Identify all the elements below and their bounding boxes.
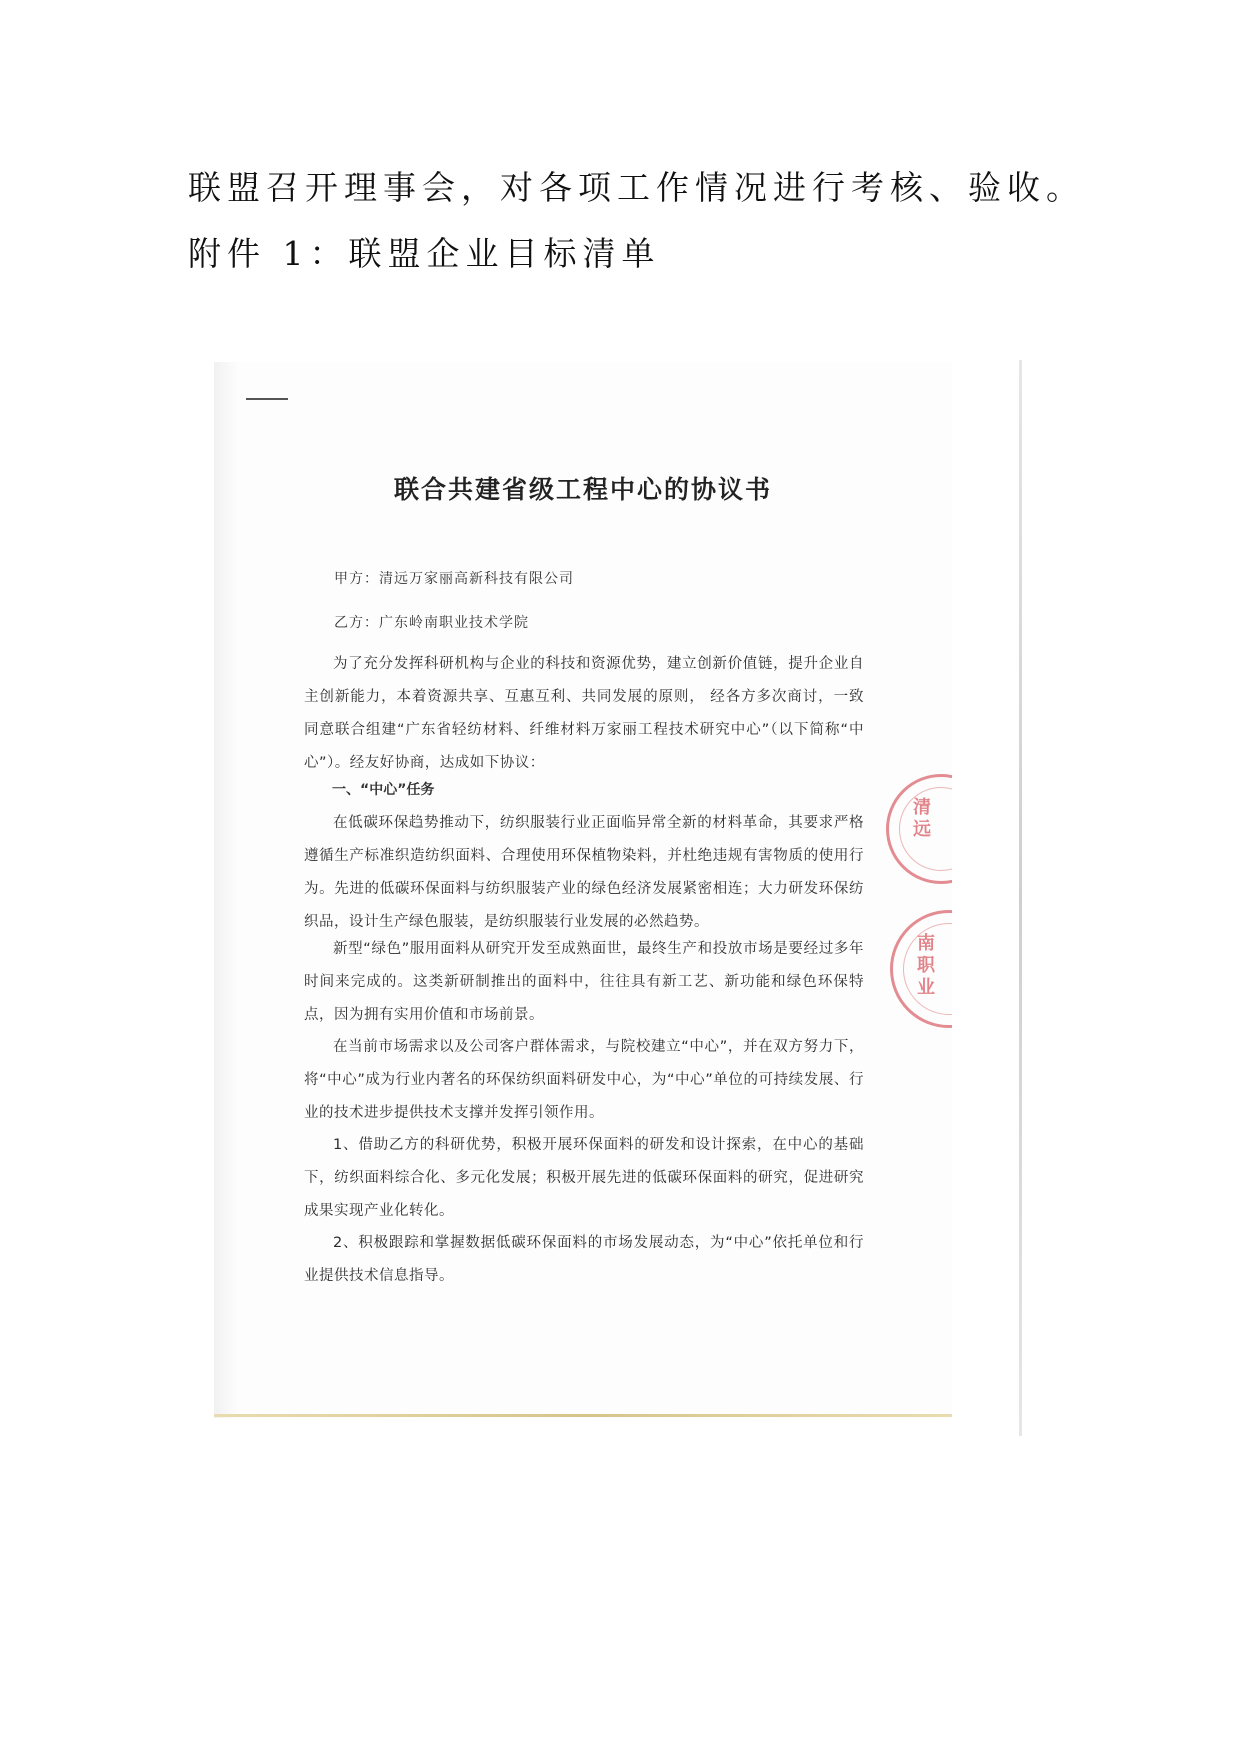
photo-right-edge	[1019, 360, 1022, 1436]
red-seal-stamp	[886, 774, 952, 884]
agreement-title: 联合共建省级工程中心的协议书	[393, 475, 772, 504]
seal-text: 南职业	[914, 933, 935, 999]
body-text-line: 联盟召开理事会，对各项工作情况进行考核、验收。	[188, 168, 1085, 207]
attachment-heading: 附件 1：联盟企业目标清单	[188, 234, 661, 273]
party-b: 乙方：广东岭南职业技术学院	[334, 615, 529, 631]
page-mark	[246, 398, 288, 400]
paper-shadow	[214, 362, 238, 1418]
agreement-paragraph: 1、借助乙方的科研优势，积极开展环保面料的研发和设计探索，在中心的基础下，纺织面料综合化、多元化发展；积极开展先进的低碳环保面料的研究，促进研究成果实现产业化转化。	[304, 1137, 864, 1219]
red-seal-stamp	[890, 910, 952, 1028]
agreement-paragraph: 新型“绿色”服用面料从研究开发至成熟面世，最终生产和投放市场是要经过多年时间来完成的。这类新研制推出的面料中，往往具有新工艺、新功能和绿色环保特点，因为拥有实用价值和市场前景。	[304, 941, 864, 1023]
agreement-paragraph: 在当前市场需求以及公司客户群体需求，与院校建立“中心”，并在双方努力下，将“中心”成为行业内著名的环保纺织面料研发中心，为“中心”单位的可持续发展、行业的技术进步提供技术支撑并发挥引领作用。	[304, 1039, 864, 1121]
scanned-agreement-image	[214, 362, 952, 1418]
seal-text: 清远	[910, 797, 931, 841]
agreement-paragraph: 2、积极跟踪和掌握数据低碳环保面料的市场发展动态，为“中心”依托单位和行业提供技术信息指导。	[304, 1235, 864, 1284]
agreement-paragraph: 为了充分发挥科研机构与企业的科技和资源优势，建立创新价值链，提升企业自主创新能力，本着资源共享、互惠互利、共同发展的原则， 经各方多次商讨，一致同意联合组建“广东省轻纺材料、纤维材料万家丽工程技术研究中心”（以下简称“中心”）。经友好协商，达成如下协议：	[304, 656, 864, 771]
party-a: 甲方：清远万家丽高新科技有限公司	[334, 571, 574, 587]
agreement-paragraph: 在低碳环保趋势推动下，纺织服装行业正面临异常全新的材料革命，其要求严格遵循生产标准织造纺织面料、合理使用环保植物染料，并杜绝违规有害物质的使用行为。先进的低碳环保面料与纺织服装产业的绿色经济发展紧密相连；大力研发环保纺织品，设计生产绿色服装，是纺织服装行业发展的必然趋势。	[304, 815, 864, 930]
photo-bottom-edge	[214, 1414, 952, 1417]
section-heading: 一、“中心”任务	[332, 782, 435, 798]
